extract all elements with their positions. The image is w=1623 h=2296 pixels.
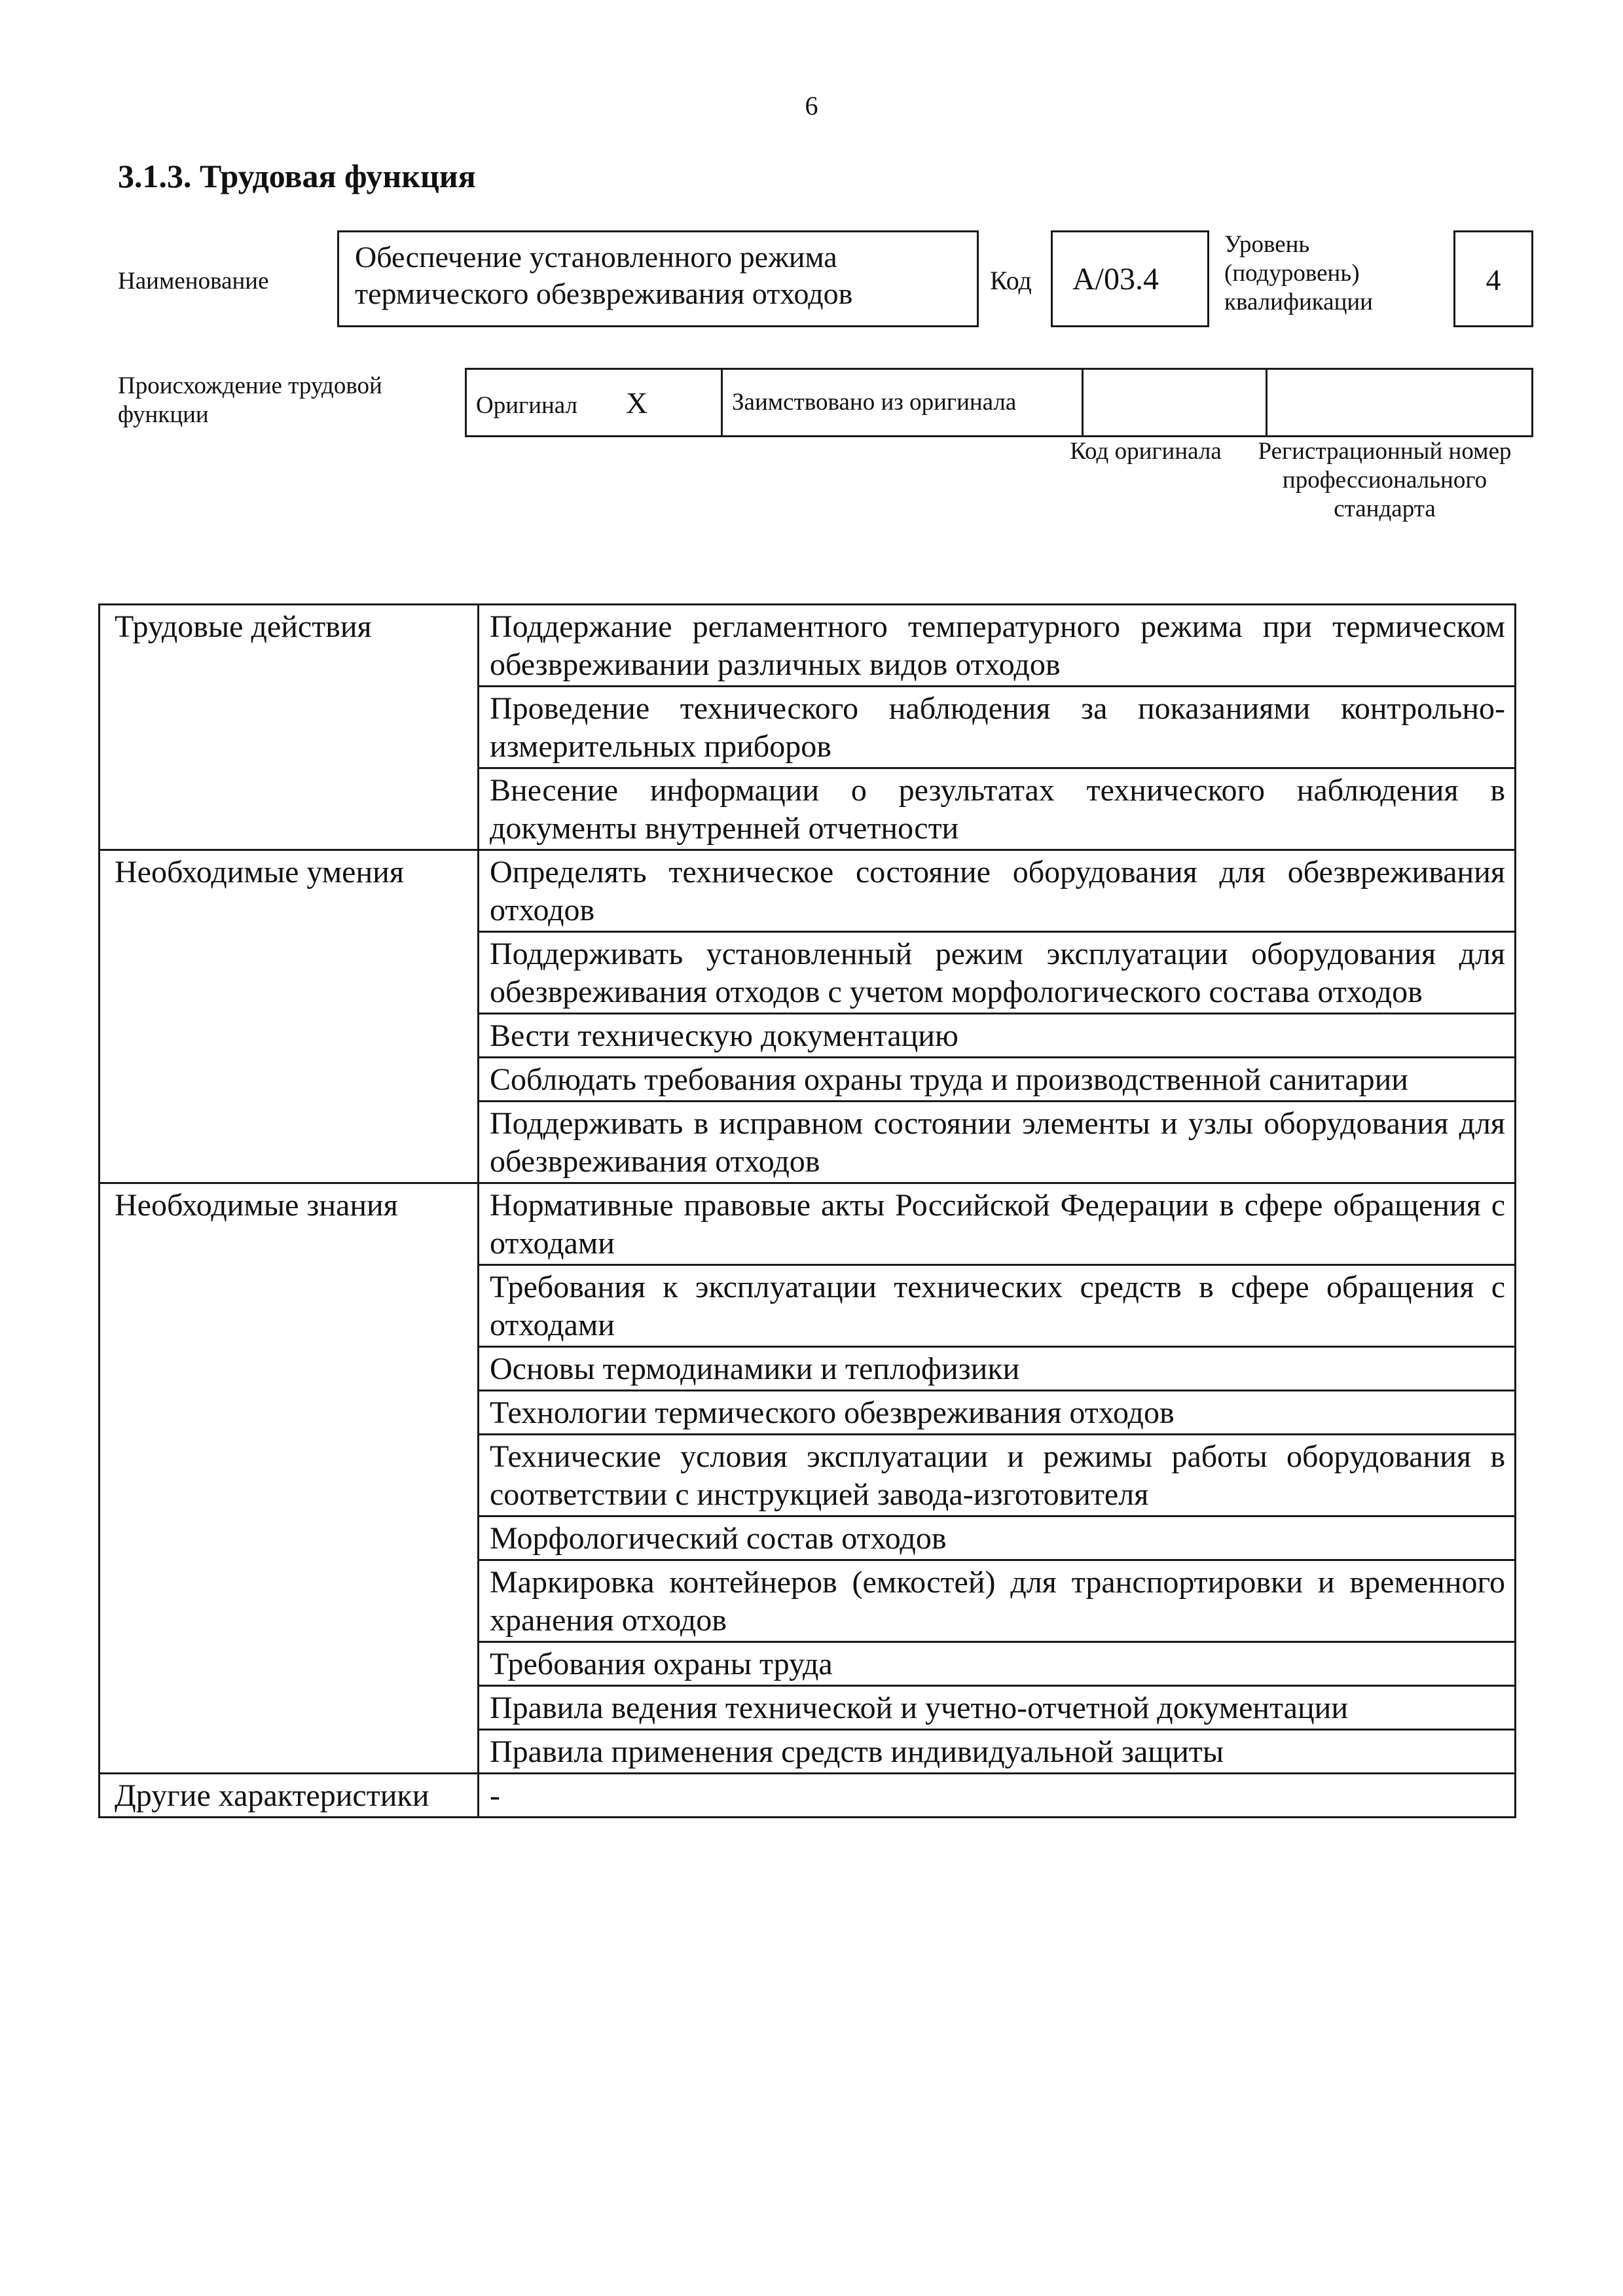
requirement-cell: Поддерживать в исправном состоянии элементы и узлы оборудования для обезвреживания отходов [479, 1102, 1516, 1183]
requirement-cell: Основы термодинамики и теплофизики [479, 1347, 1516, 1391]
category-cell: Другие характеристики [100, 1774, 479, 1818]
requirement-cell: Технические условия эксплуатации и режимы работы оборудования в соответствии с инструкцией завода-изготовителя [479, 1435, 1516, 1516]
category-cell: Необходимые умения [100, 850, 479, 1183]
origin-table [465, 368, 1533, 437]
requirement-cell: Требования охраны труда [479, 1642, 1516, 1686]
requirement-cell: Технологии термического обезвреживания отходов [479, 1391, 1516, 1435]
code-label: Код [990, 266, 1032, 295]
name-label: Наименование [118, 268, 269, 295]
table-row [100, 850, 1516, 932]
borrowed-label: Заимствовано из оригинала [732, 389, 1017, 416]
category-cell: Необходимые знания [100, 1183, 479, 1774]
function-name-box: Обеспечение установленного режима термического обезвреживания отходов [337, 230, 979, 327]
table-row [100, 1183, 1516, 1265]
requirement-cell: - [479, 1774, 1516, 1818]
code-value-box: A/03.4 [1051, 230, 1209, 327]
original-label: Оригинал [476, 391, 578, 419]
requirement-cell: Поддерживать установленный режим эксплуатации оборудования для обезвреживания отходов с учетом морфологического состава отходов [479, 932, 1516, 1014]
requirement-cell: Поддержание регламентного температурного режима при термическом обезвреживании различных видов отходов [479, 605, 1516, 687]
origin-original-cell [466, 369, 722, 437]
requirement-cell: Маркировка контейнеров (емкостей) для транспортировки и временного хранения отходов [479, 1560, 1516, 1642]
requirement-cell: Требования к эксплуатации технических средств в сфере обращения с отходами [479, 1265, 1516, 1347]
requirement-cell: Нормативные правовые акты Российской Федерации в сфере обращения с отходами [479, 1183, 1516, 1265]
section-title: 3.1.3. Трудовая функция [118, 158, 476, 194]
qualification-level-label: Уровень (подуровень) квалификации [1224, 231, 1373, 315]
labor-function-table [98, 603, 1516, 1818]
requirement-cell: Правила ведения технической и учетно-отчетной документации [479, 1686, 1516, 1730]
code-original-cell [1083, 369, 1267, 437]
table-row [100, 1774, 1516, 1818]
reg-number-caption: Регистрационный номер профессионального стандарта [1258, 438, 1512, 522]
code-original-caption: Код оригинала [1070, 438, 1222, 465]
requirement-cell: Правила применения средств индивидуальной защиты [479, 1730, 1516, 1774]
requirement-cell: Вести техническую документацию [479, 1014, 1516, 1058]
origin-label: Происхождение трудовой функции [118, 372, 382, 428]
requirement-cell: Морфологический состав отходов [479, 1516, 1516, 1560]
page-number: 6 [805, 91, 818, 120]
origin-borrowed-cell [722, 369, 1083, 437]
requirement-cell: Соблюдать требования охраны труда и производственной санитарии [479, 1058, 1516, 1102]
reg-number-cell [1267, 369, 1533, 437]
qualification-level-box: 4 [1453, 230, 1533, 327]
original-mark: X [626, 386, 648, 420]
category-cell: Трудовые действия [100, 605, 479, 850]
table-row [100, 605, 1516, 687]
requirement-cell: Определять техническое состояние оборудования для обезвреживания отходов [479, 850, 1516, 932]
requirement-cell: Проведение технического наблюдения за показаниями контрольно-измерительных приборов [479, 687, 1516, 768]
requirement-cell: Внесение информации о результатах технического наблюдения в документы внутренней отчетности [479, 768, 1516, 850]
